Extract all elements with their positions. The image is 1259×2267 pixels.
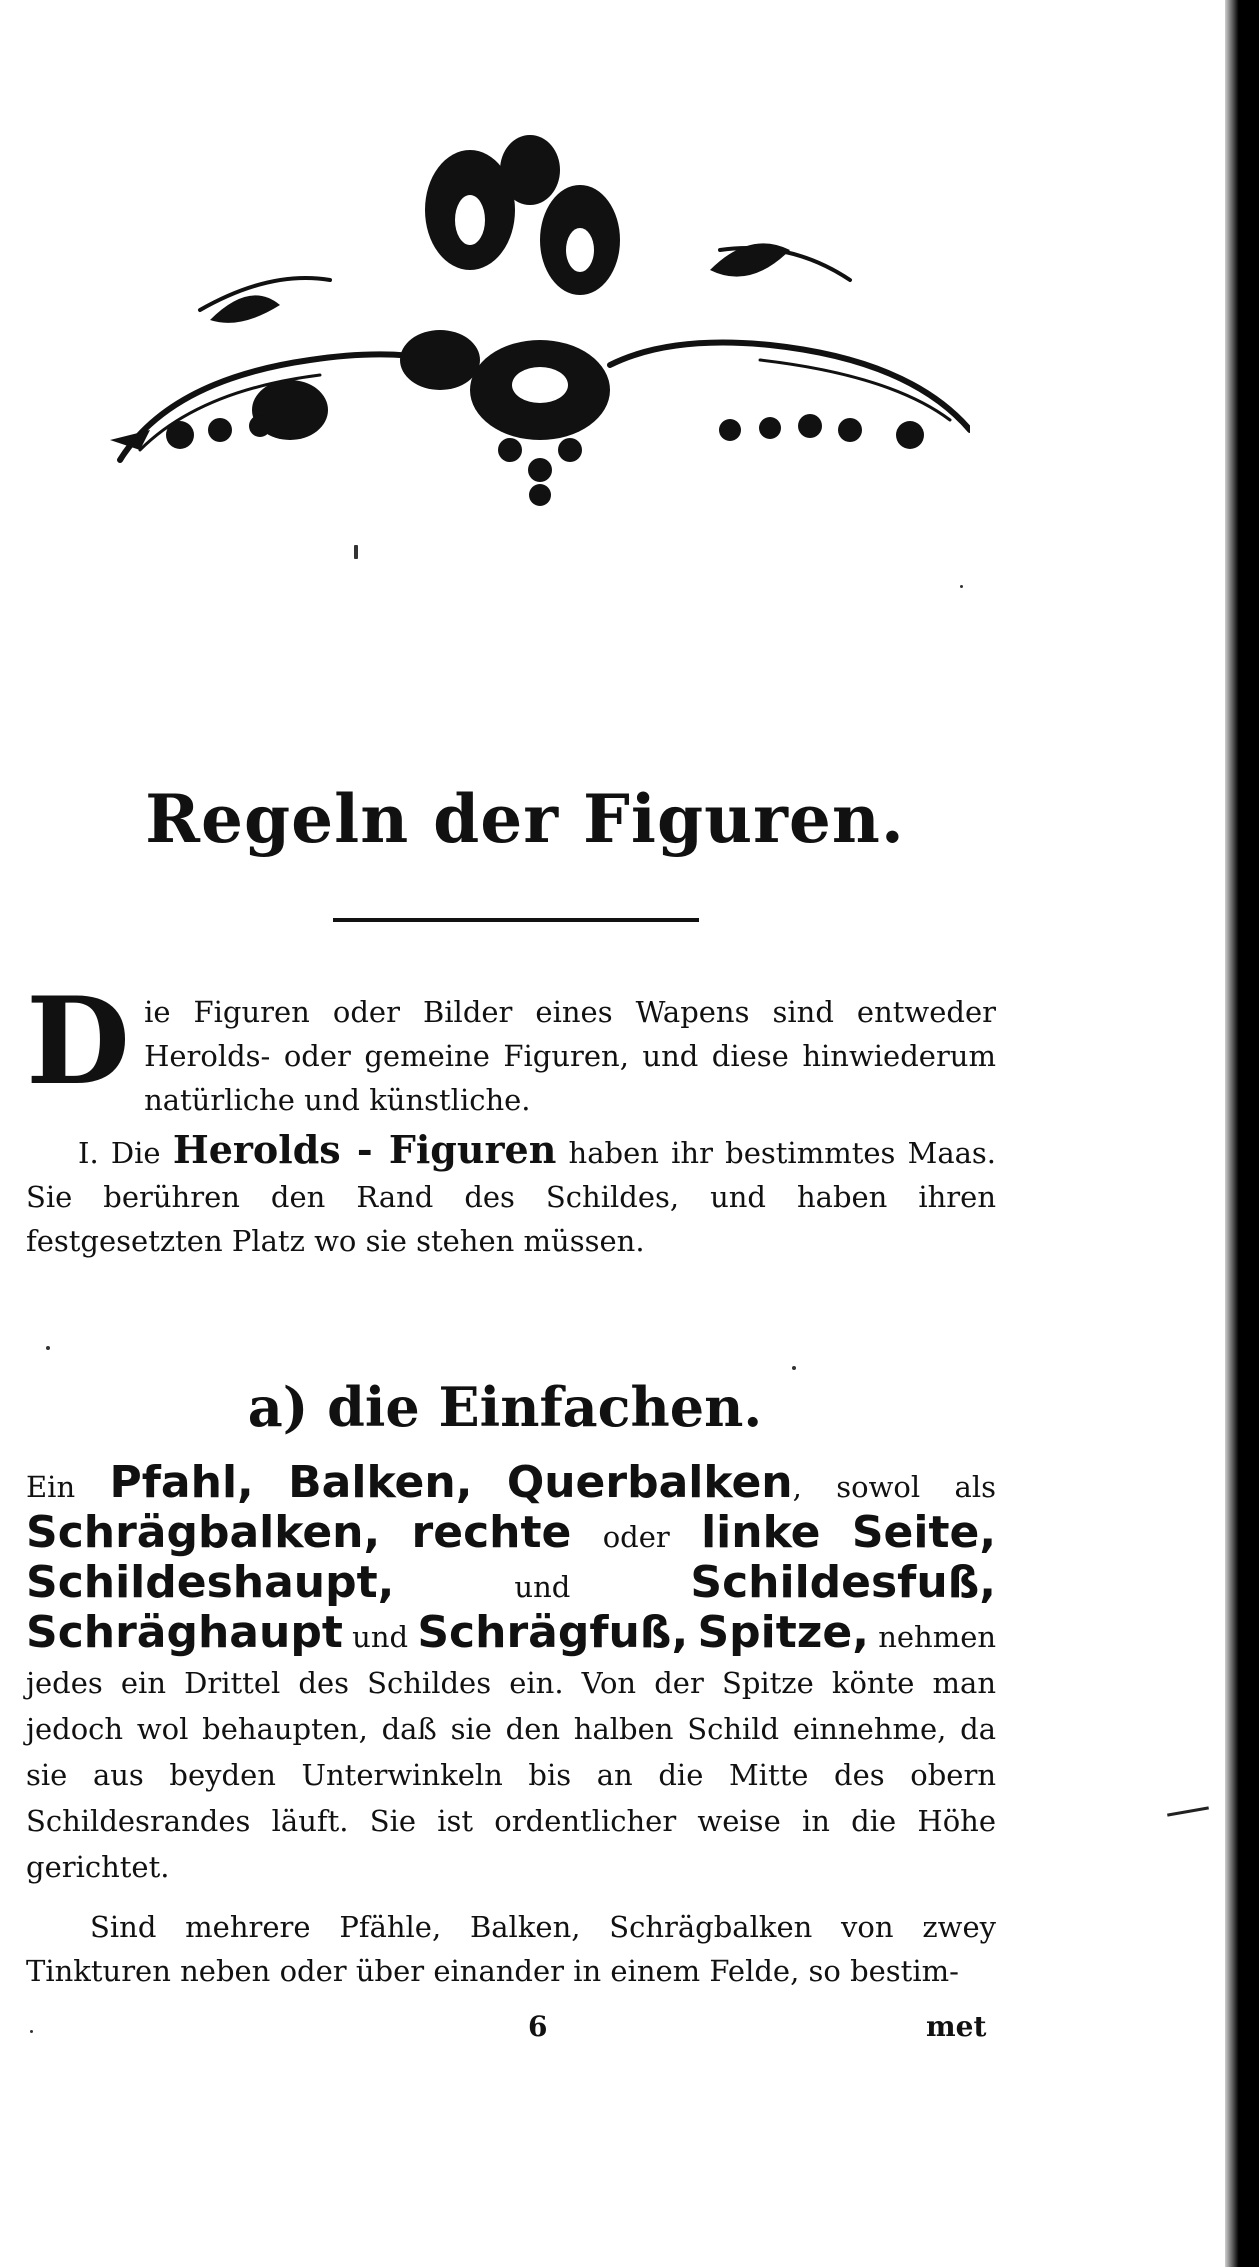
term-linke: linke bbox=[701, 1507, 821, 1558]
term-schraegbalken: Schrägbalken, bbox=[26, 1507, 381, 1558]
margin-mark bbox=[1167, 1806, 1209, 1816]
term-schildesfuss: Schildesfuß, bbox=[690, 1557, 997, 1608]
term-spitze: Spitze, bbox=[697, 1607, 869, 1658]
section-heading: a) die Einfachen. bbox=[247, 1375, 763, 1439]
term-schraegfuss: Schrägfuß, bbox=[417, 1607, 689, 1658]
signature-mark: 6 bbox=[528, 2010, 548, 2043]
ornamental-vignette bbox=[110, 130, 970, 510]
term-rechte: rechte bbox=[411, 1507, 572, 1558]
einfachen-text: nehmen jedes ein Drittel des Schildes ein. Von der Spitze könte man jedoch wol behaupten, daß sie den halben Schild einnehme, da sie aus beyden Unterwinkeln bis an die Mitte des obern Schildesrandes läuft. Sie ist ordentlicher weise in die Höhe gerichtet. bbox=[26, 1620, 997, 1884]
term-pfahl: Pfahl, bbox=[109, 1457, 254, 1508]
herolds-paragraph bbox=[26, 1128, 996, 1263]
term-schraeghaupt: Schräghaupt bbox=[26, 1607, 343, 1658]
word: , sowol als bbox=[792, 1470, 996, 1504]
term-balken: Balken, bbox=[288, 1457, 473, 1508]
drop-cap: D bbox=[26, 971, 131, 1112]
catchword: met bbox=[926, 2010, 987, 2043]
term-schildeshaupt: Schildeshaupt, bbox=[26, 1557, 395, 1608]
intro-paragraph bbox=[26, 971, 996, 1122]
herolds-text: haben ihr bestimmtes Maas. Sie berühren den Rand des Schildes, und haben ihren festgesetzten Platz wo sie stehen müssen. bbox=[26, 1136, 996, 1258]
word: oder bbox=[602, 1520, 670, 1554]
einfachen-paragraph bbox=[26, 1457, 997, 1890]
page-title: Regeln der Figuren. bbox=[145, 780, 905, 858]
word: und bbox=[352, 1620, 409, 1654]
word: Ein bbox=[26, 1470, 76, 1504]
word: und bbox=[514, 1570, 571, 1604]
closing-paragraph: Sind mehrere Pfähle, Balken, Schrägbalken von zwey Tinkturen neben oder über einander in einem Felde, so bestim- bbox=[26, 1910, 996, 1988]
intro-text: ie Figuren oder Bilder eines Wapens sind entweder Herolds- oder gemeine Figuren, und diese hinwiederum natürliche und künstliche. bbox=[144, 995, 996, 1117]
title-divider bbox=[333, 918, 699, 922]
term-seite: Seite, bbox=[851, 1507, 997, 1558]
term-querbalken: Querbalken bbox=[506, 1457, 793, 1508]
herolds-lead: I. Die bbox=[78, 1136, 161, 1170]
herolds-term: Herolds - Figuren bbox=[172, 1127, 557, 1172]
page-edge-shadow bbox=[1225, 0, 1259, 2267]
